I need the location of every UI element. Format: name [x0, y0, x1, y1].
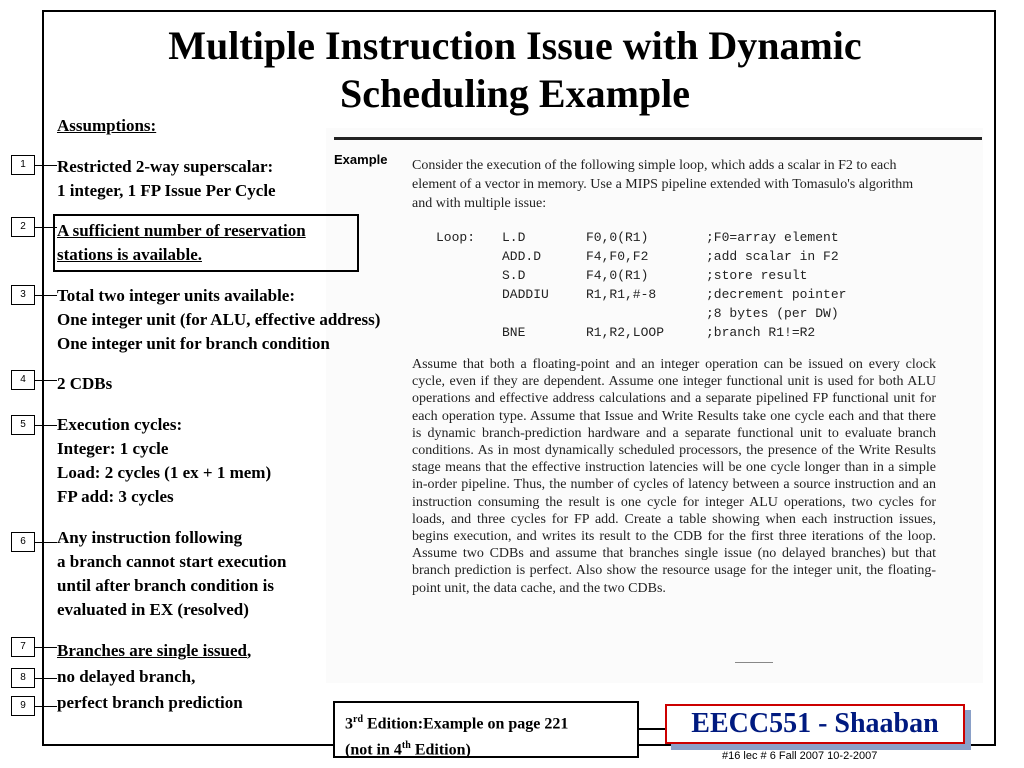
example-intro: Consider the execution of the following simple loop, which adds a scalar in F2 to each element of a vector in memory. Use a MIPS pipeline extended with Tomasulo's algorithm and with multiple issue: [412, 158, 914, 211]
item-number: 8 [11, 668, 35, 688]
assumption-item-5: Execution cycles: Integer: 1 cycle Load: 2 cycles (1 ex + 1 mem) FP add: 3 cycles [57, 415, 272, 506]
assumption-item-1: Restricted 2-way superscalar: 1 integer, 1 FP Issue Per Cycle [57, 157, 276, 200]
item-number: 6 [11, 532, 35, 552]
assumption-item-6: Any instruction following a branch cannot start execution until after branch condition is evaluated in EX (resolved) [57, 528, 287, 619]
slide-footer: #16 lec # 6 Fall 2007 10-2-2007 [722, 750, 878, 762]
item-number: 9 [11, 696, 35, 716]
assumption-item-2: A sufficient number of reservation stations is available. [57, 221, 306, 264]
item-number: 3 [11, 285, 35, 305]
course-brand: EECC551 - Shaaban [665, 704, 965, 744]
edition-reference: 3rd Edition:Example on page 221 (not in 4th Edition) [333, 701, 639, 758]
excerpt-rule [334, 137, 982, 140]
code-line: DADDIU R1,R1,#-8 ;decrement pointer [502, 287, 847, 302]
assumption-item-3: Total two integer units available: One integer unit (for ALU, effective address) One integer unit for branch condition [57, 286, 381, 353]
item-number: 1 [11, 155, 35, 175]
code-line: ADD.D F4,F0,F2 ;add scalar in F2 [502, 249, 839, 264]
item-number: 4 [11, 370, 35, 390]
code-listing [436, 228, 876, 342]
assumption-item-8: no delayed branch, [57, 667, 196, 686]
item-number: 5 [11, 415, 35, 435]
item-number: 2 [11, 217, 35, 237]
assumptions-heading: Assumptions: [57, 116, 157, 135]
assumption-item-7: Branches are single issued, [57, 641, 252, 660]
connector-line [639, 728, 665, 730]
code-line: ;8 bytes (per DW) [706, 306, 839, 321]
assumption-item-4: 2 CDBs [57, 374, 113, 393]
scan-mark [735, 662, 773, 663]
code-line: BNE R1,R2,LOOP ;branch R1!=R2 [502, 325, 816, 340]
assumption-item-9: perfect branch prediction [57, 693, 243, 712]
item-number: 7 [11, 637, 35, 657]
example-label: Example [334, 152, 388, 167]
code-line: S.D F4,0(R1) ;store result [502, 268, 808, 283]
slide-title: Multiple Instruction Issue with Dynamic Scheduling Example [168, 23, 862, 116]
example-body: Assume that both a floating-point and an integer operation can be issued on every clock cycle, even if they are dependent. Assume one integer functional unit is used for both ALU operations and effective address calculations and a separate pipelined FP functional unit for each operation type. Assume that Issue and Write Results take one cycle each and that there is dynamic branch-prediction hardware and a separate functional unit to evaluate branch conditions. As in most dynamically scheduled processors, the presence of the Write Results stage means that the effective instruction latencies will be one cycle longer than in a simple in-order pipeline. Thus, the number of cycles of latency between a source instruction and an instruction consuming the result is one cycle for integer ALU operations, two cycles for loads, and three cycles for FP add. Create a table showing when each instruction issues, begins execution, and writes its result to the CDB for the first three iterations of the loop. Assume two CDBs and assume that branches single issue (no delayed branches) but that branch prediction is perfect. Also show the resource usage for the integer unit, the floating-point unit, the data cache, and the two CDBs. [412, 357, 936, 596]
code-line: Loop: L.D F0,0(R1) ;F0=array element [436, 230, 839, 245]
